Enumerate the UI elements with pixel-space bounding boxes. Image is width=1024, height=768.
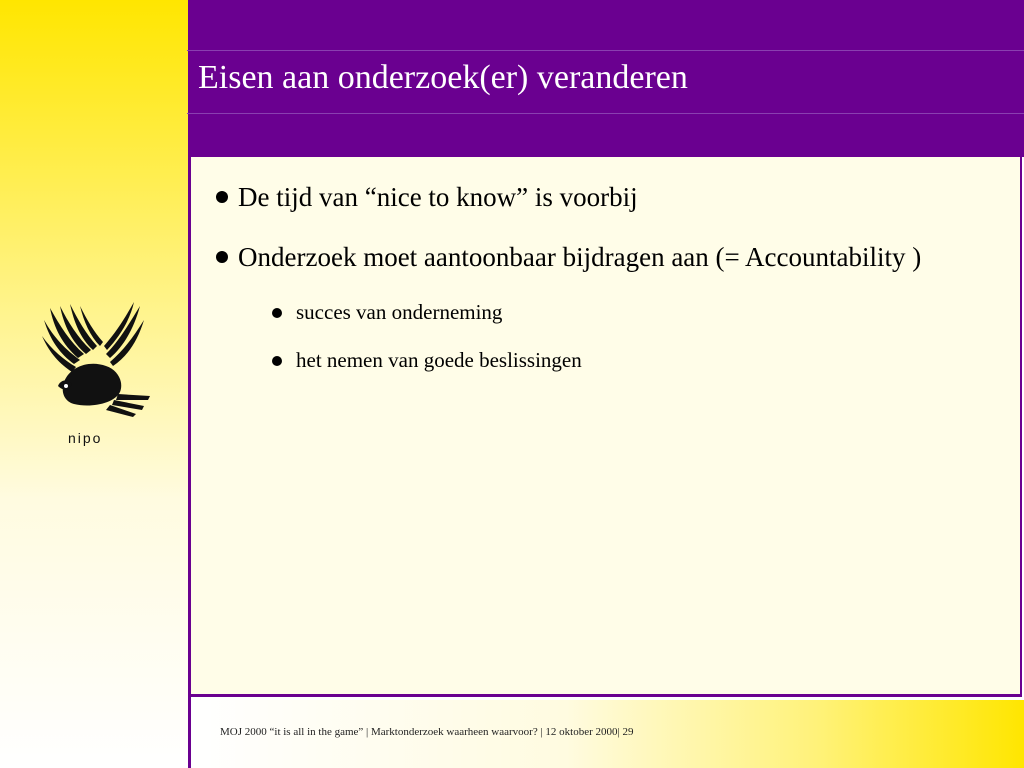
sub-bullet-text: het nemen van goede beslissingen — [296, 348, 582, 372]
logo-text: nipo — [68, 430, 103, 446]
bullet-icon — [216, 191, 228, 203]
sub-bullet-item — [214, 346, 1004, 374]
sub-bullet-icon — [272, 308, 282, 318]
bullet-text: Onderzoek moet aantoonbaar bijdragen aan (= Accountability ) — [238, 242, 922, 272]
bullet-text: De tijd van “nice to know” is voorbij — [238, 182, 638, 212]
sub-bullet-item — [214, 298, 1004, 326]
sub-bullet-icon — [272, 356, 282, 366]
bullet-list — [214, 178, 1004, 394]
bullet-item — [214, 178, 1004, 216]
slide-title: Eisen aan onderzoek(er) veranderen — [198, 59, 688, 96]
bird-logo-icon — [40, 300, 150, 420]
bullet-icon — [216, 251, 228, 263]
bullet-item — [214, 238, 1004, 276]
sub-bullet-text: succes van onderneming — [296, 300, 503, 324]
footer-text: MOJ 2000 “it is all in the game” | Marktonderzoek waarheen waarvoor? | 12 oktober 2000| 29 — [220, 726, 634, 738]
